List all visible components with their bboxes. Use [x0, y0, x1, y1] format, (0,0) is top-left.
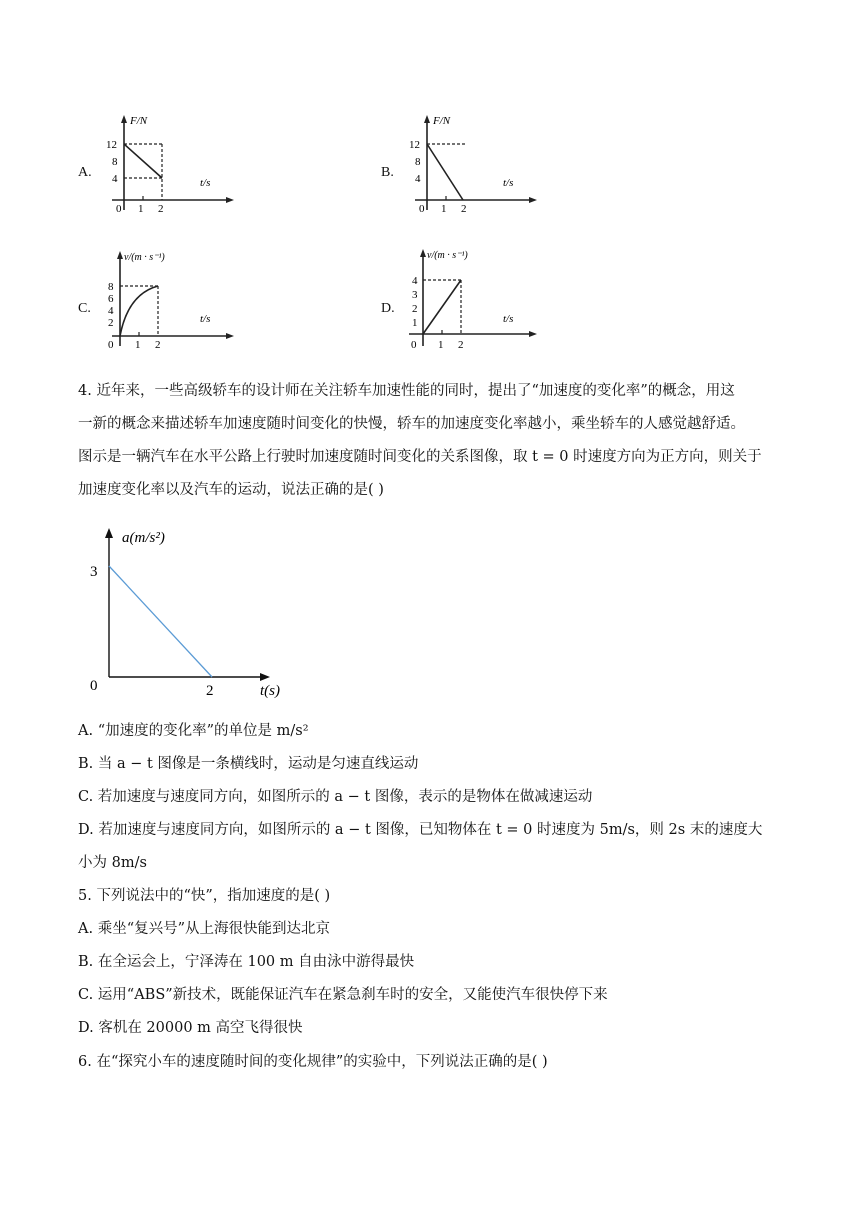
svg-text:0: 0: [419, 203, 425, 215]
svg-text:t/s: t/s: [503, 177, 514, 189]
svg-text:4: 4: [108, 305, 114, 317]
svg-text:2: 2: [155, 339, 161, 351]
svg-text:0: 0: [116, 203, 122, 215]
svg-text:2: 2: [461, 203, 467, 215]
svg-text:1: 1: [441, 203, 447, 215]
svg-text:12: 12: [106, 139, 117, 151]
svg-text:1: 1: [138, 203, 144, 215]
option-label-c: C.: [78, 301, 91, 316]
force-time-graph-a: [102, 110, 242, 218]
question-4-option-c[interactable]: C. 若加速度与速度同方向，如图所示的 a − t 图像，表示的是物体在做减速运动: [78, 789, 593, 805]
graph-option-c: [78, 246, 228, 356]
velocity-time-graph-c: [102, 246, 242, 354]
svg-text:8: 8: [415, 156, 421, 168]
graph-option-d: [381, 242, 531, 356]
graph-origin-label: 0: [90, 678, 98, 694]
graph-y-label: a(m/s²): [122, 530, 165, 546]
option-label-d: D.: [381, 301, 395, 316]
graph-x-intercept-label: 2: [206, 683, 214, 699]
svg-text:v/(m · s⁻¹): v/(m · s⁻¹): [124, 252, 165, 263]
question-4-stem-line-4: 加速度变化率以及汽车的运动，说法正确的是( ): [78, 482, 384, 498]
svg-text:1: 1: [135, 339, 141, 351]
svg-text:v/(m · s⁻¹): v/(m · s⁻¹): [427, 250, 468, 261]
svg-text:4: 4: [415, 173, 421, 185]
svg-text:F/N: F/N: [130, 115, 148, 127]
option-label-b: B.: [381, 165, 394, 180]
svg-text:0: 0: [411, 339, 417, 351]
question-4-stem-line-3: 图示是一辆汽车在水平公路上行驶时加速度随时间变化的关系图像，取 t = 0 时速度方向为正方向，则关于: [78, 449, 762, 465]
svg-text:t/s: t/s: [200, 177, 211, 189]
question-4-stem-line-1: 4. 近年来，一些高级轿车的设计师在关注轿车加速性能的同时，提出了“加速度的变化率”的概念，用这: [78, 383, 735, 399]
svg-text:4: 4: [112, 173, 118, 185]
svg-text:8: 8: [112, 156, 118, 168]
question-5-option-d[interactable]: D. 客机在 20000 m 高空飞得很快: [78, 1020, 303, 1036]
svg-text:F/N: F/N: [433, 115, 451, 127]
velocity-time-graph-d: [405, 242, 545, 354]
svg-text:t/s: t/s: [200, 313, 211, 325]
svg-text:3: 3: [412, 289, 418, 301]
question-4-option-a[interactable]: A. “加速度的变化率”的单位是 m/s²: [78, 723, 309, 739]
question-5-stem: 5. 下列说法中的“快”，指加速度的是( ): [78, 888, 331, 904]
question-5-option-a[interactable]: A. 乘坐“复兴号”从上海很快能到达北京: [78, 921, 331, 937]
svg-text:1: 1: [412, 317, 418, 329]
svg-text:2: 2: [108, 317, 114, 329]
svg-text:t/s: t/s: [503, 313, 514, 325]
graph-y-intercept-label: 3: [90, 564, 98, 580]
question-4-option-d[interactable]: D. 若加速度与速度同方向，如图所示的 a − t 图像，已知物体在 t = 0 时速度为 5m/s，则 2s 末的速度大: [78, 822, 763, 838]
question-5-option-b[interactable]: B. 在全运会上，宁泽涛在 100 m 自由泳中游得最快: [78, 954, 415, 970]
option-label-a: A.: [78, 165, 92, 180]
svg-text:1: 1: [438, 339, 444, 351]
acceleration-time-graph: [84, 522, 304, 700]
svg-text:12: 12: [409, 139, 420, 151]
svg-text:6: 6: [108, 293, 114, 305]
graph-option-b: [381, 110, 531, 220]
graph-option-a: [78, 110, 228, 220]
question-6-stem: 6. 在“探究小车的速度随时间的变化规律”的实验中，下列说法正确的是( ): [78, 1054, 548, 1070]
svg-text:4: 4: [412, 275, 418, 287]
svg-text:0: 0: [108, 339, 114, 351]
question-4-option-d-cont: 小为 8m/s: [78, 855, 147, 871]
question-4-stem-line-2: 一新的概念来描述轿车加速度随时间变化的快慢，轿车的加速度变化率越小，乘坐轿车的人感觉越舒适。: [78, 416, 745, 432]
question-4-option-b[interactable]: B. 当 a − t 图像是一条横线时，运动是匀速直线运动: [78, 756, 419, 772]
svg-text:2: 2: [458, 339, 464, 351]
force-time-graph-b: [405, 110, 545, 218]
acceleration-line: [109, 566, 212, 677]
svg-text:2: 2: [158, 203, 164, 215]
graph-x-label: t(s): [260, 683, 280, 699]
question-5-option-c[interactable]: C. 运用“ABS”新技术，既能保证汽车在紧急刹车时的安全，又能使汽车很快停下来: [78, 987, 608, 1003]
svg-text:8: 8: [108, 281, 114, 293]
svg-text:2: 2: [412, 303, 418, 315]
